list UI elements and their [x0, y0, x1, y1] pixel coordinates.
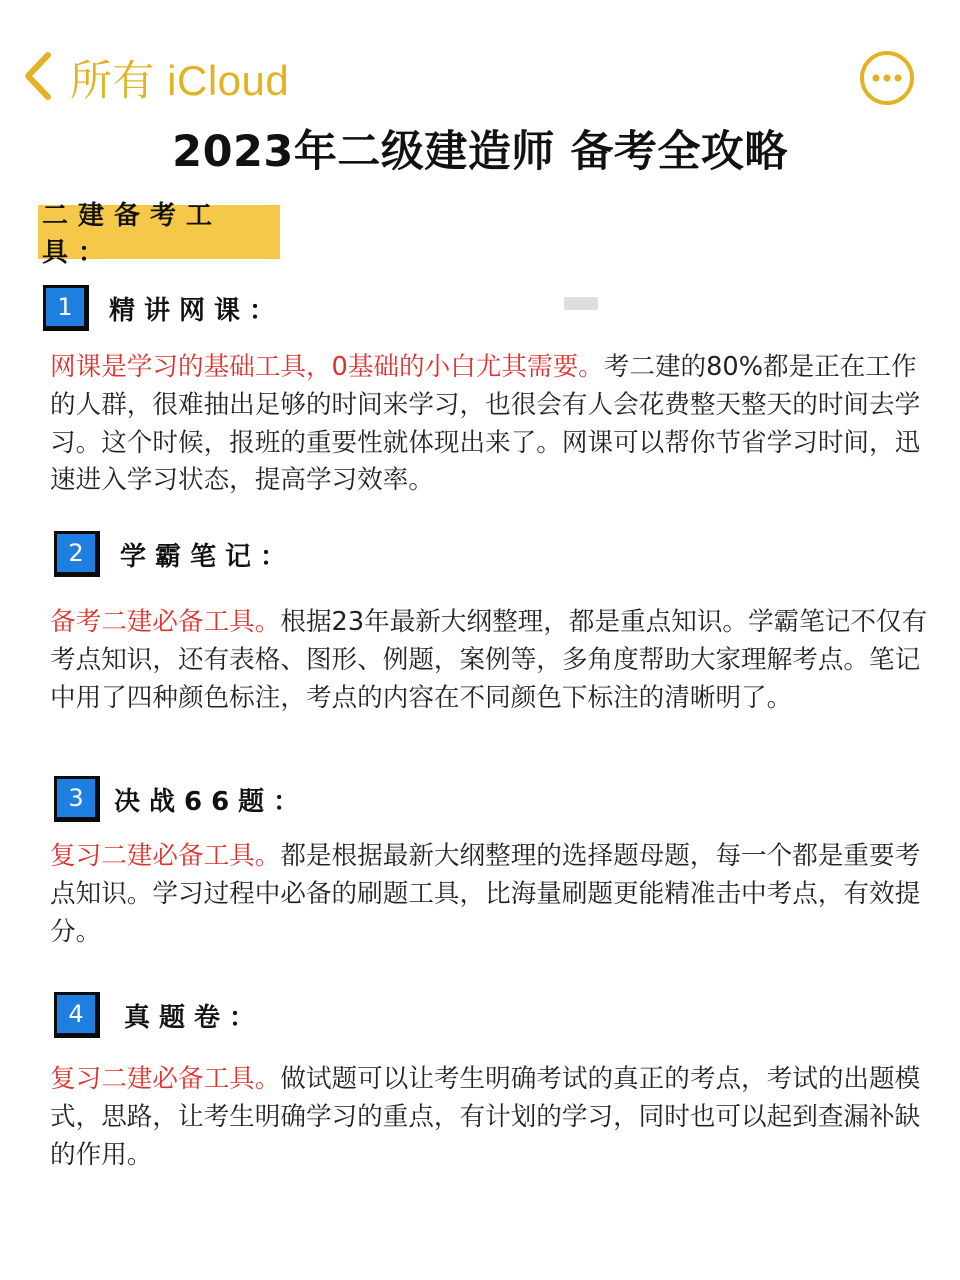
more-options-button[interactable] [859, 50, 915, 106]
section-heading-label: 真题卷： [124, 1002, 265, 1033]
section-heading-3 [54, 776, 308, 822]
section-paragraph-2 [50, 604, 935, 717]
highlight-text: 复习二建必备工具。 [50, 841, 281, 871]
highlight-text: 复习二建必备工具。 [50, 1064, 281, 1094]
back-button[interactable] [18, 48, 289, 108]
tools-banner [38, 201, 280, 268]
section-heading-label: 学霸笔记： [120, 541, 296, 572]
section-number-badge: 1 [43, 285, 89, 331]
section-heading-label: 决战66题： [114, 786, 309, 817]
ellipsis-circle-icon [859, 91, 915, 110]
section-heading-label: 精讲网课： [109, 295, 285, 326]
back-button-label: 所有 iCloud [70, 57, 290, 104]
body-text: 做试题可以让考生明确考试的真正的考点，考试的出题模式，思路，让考生明确学习的重点，有计划的学习，同时也可以起到查漏补缺的作用。 [50, 1064, 921, 1170]
section-paragraph-4 [50, 1061, 935, 1174]
section-heading-2 [54, 531, 295, 577]
section-number-badge: 3 [54, 776, 100, 822]
section-heading-4 [54, 992, 264, 1038]
section-number-badge: 2 [54, 531, 100, 577]
chevron-left-icon [18, 49, 58, 107]
body-text: 根据23年最新大纲整理，都是重点知识。学霸笔记不仅有考点知识，还有表格、图形、例题，案例等，多角度帮助大家理解考点。笔记中用了四种颜色标注，考点的内容在不同颜色下标注的清晰明了。 [50, 607, 928, 713]
page-title: 2023年二级建造师 备考全攻略 [172, 127, 788, 177]
section-paragraph-1 [50, 349, 935, 500]
highlight-text: 网课是学习的基础工具，0基础的小白尤其需要。 [50, 352, 604, 382]
gray-mark [564, 297, 598, 310]
section-paragraph-3 [50, 838, 935, 951]
highlight-text: 备考二建必备工具。 [50, 607, 281, 637]
tools-banner-label: 二建备考工具： [42, 201, 223, 268]
section-number-badge: 4 [54, 992, 100, 1038]
section-heading-1 [43, 285, 284, 331]
body-text: 都是根据最新大纲整理的选择题母题，每一个都是重要考点知识。学习过程中必备的刷题工具，比海量刷题更能精准击中考点，有效提分。 [50, 841, 921, 947]
body-text: 考二建的80%都是正在工作的人群，很难抽出足够的时间来学习，也很会有人会花费整天整天的时间去学习。这个时候，报班的重要性就体现出来了。网课可以帮你节省学习时间，迅速进入学习状态，提高学习效率。 [50, 352, 921, 496]
